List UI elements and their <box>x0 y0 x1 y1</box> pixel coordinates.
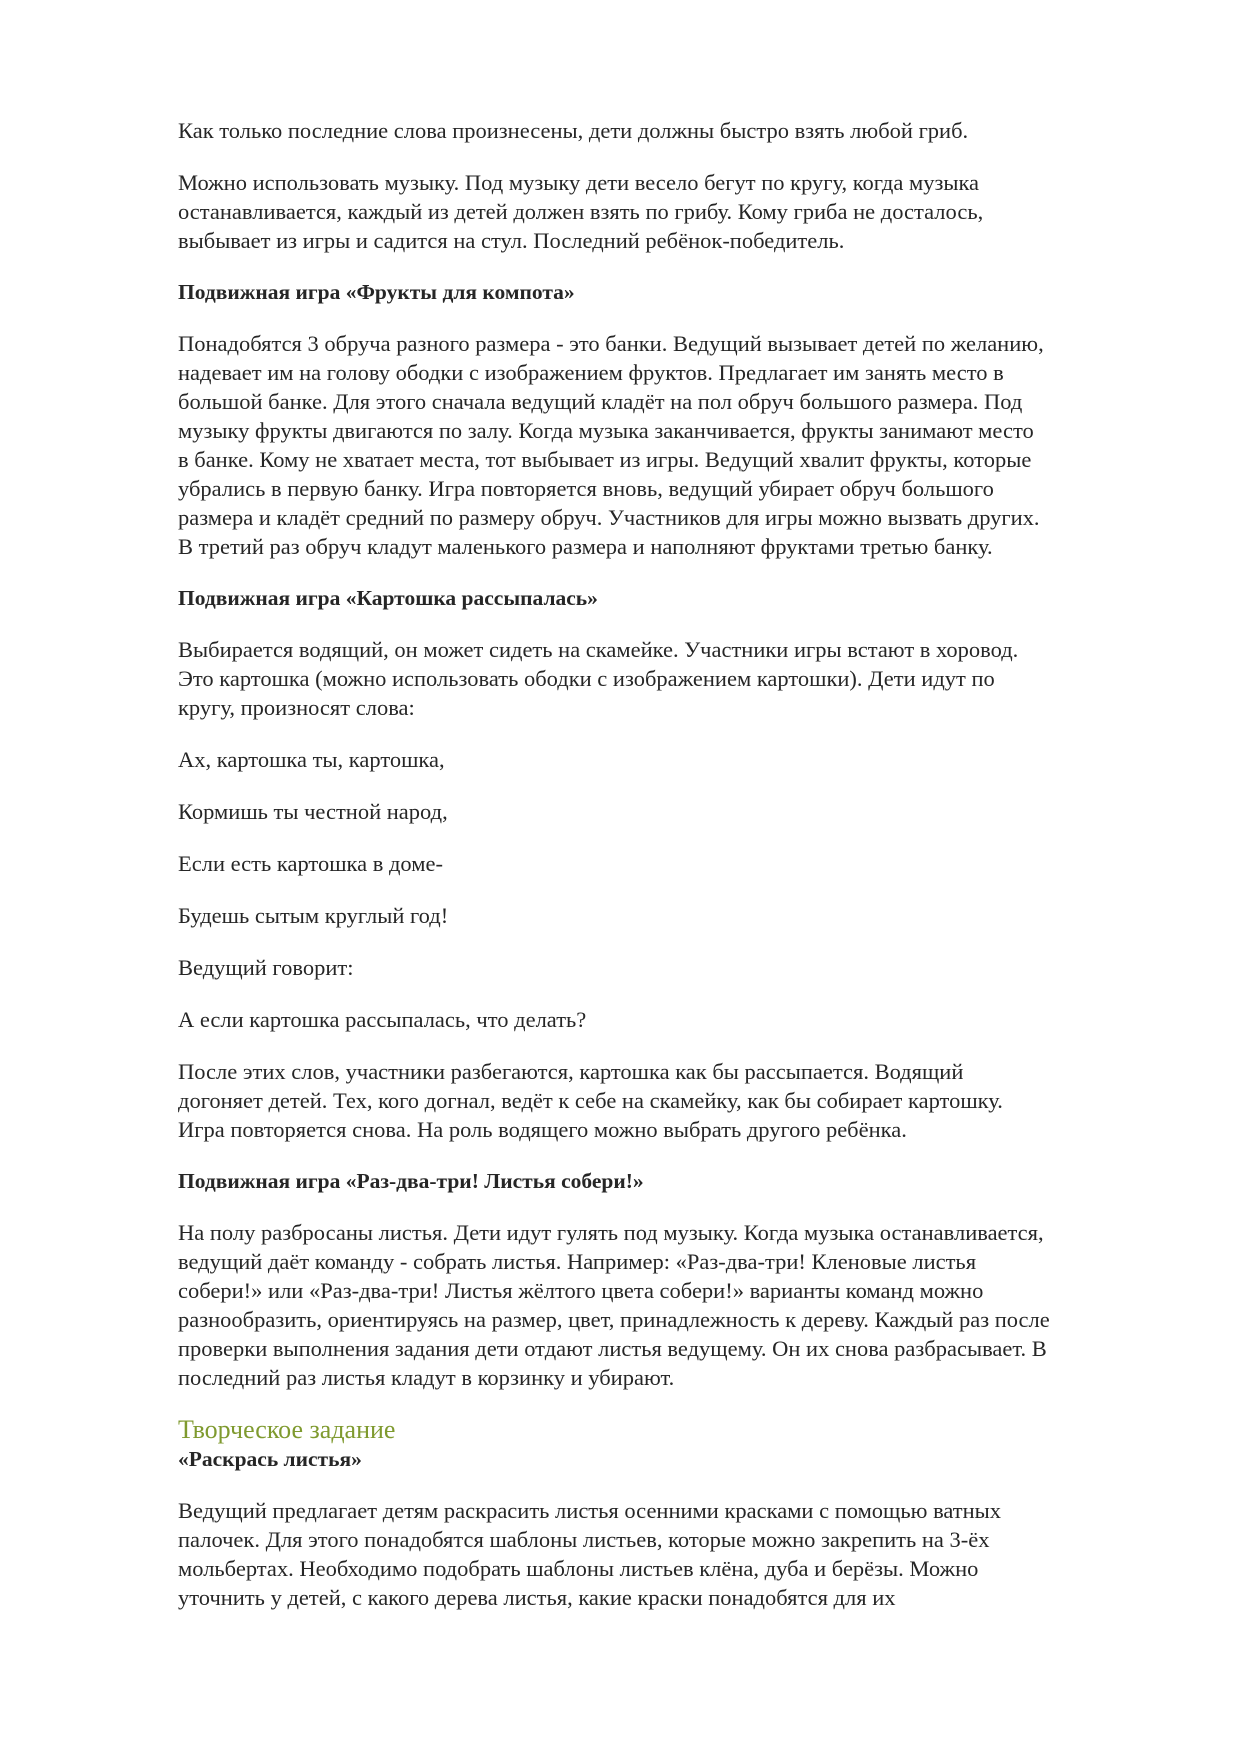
text-line: уточнить у детей, с какого дерева листья, какие краски понадобятся для их <box>178 1585 896 1610</box>
verse-line: Ах, картошка ты, картошка, <box>178 747 445 772</box>
text-line: Выбирается водящий, он может сидеть на скамейке. Участники игры встают в хоровод. <box>178 637 1019 662</box>
text-line: На полу разбросаны листья. Дети идут гулять под музыку. Когда музыка останавливается, <box>178 1220 1044 1245</box>
text-line: надевает им на голову ободки с изображением фруктов. Предлагает им занять место в <box>178 360 1004 385</box>
section-title-creative-task: Творческое задание <box>178 1415 396 1444</box>
text-line: Игра повторяется снова. На роль водящего можно выбрать другого ребёнка. <box>178 1117 907 1142</box>
text-line: размера и кладёт средний по размеру обруч. Участников для игры можно вызвать других. <box>178 505 1040 530</box>
text-line: мольбертах. Необходимо подобрать шаблоны листьев клёна, дуба и берёзы. Можно <box>178 1556 979 1581</box>
paragraph-music-variant <box>178 168 1178 255</box>
verse-line: Кормишь ты честной народ, <box>178 799 448 824</box>
heading-potato-game: Подвижная игра «Картошка рассыпалась» <box>178 586 598 610</box>
text-line: останавливается, каждый из детей должен взять по грибу. Кому гриба не досталось, <box>178 199 984 224</box>
text-line: палочек. Для этого понадобятся шаблоны листьев, которые можно закрепить на 3-ёх <box>178 1527 990 1552</box>
heading-leaves-game: Подвижная игра «Раз-два-три! Листья собери!» <box>178 1169 644 1193</box>
text-line: убрались в первую банку. Игра повторяется вновь, ведущий убирает обруч большого <box>178 476 994 501</box>
text-line: кругу, произносят слова: <box>178 695 415 720</box>
text-line: После этих слов, участники разбегаются, картошка как бы рассыпается. Водящий <box>178 1059 964 1084</box>
text-line: разнообразить, ориентируясь на размер, цвет, принадлежность к дереву. Каждый раз после <box>178 1307 1050 1332</box>
section-subtitle-color-leaves: «Раскрась листья» <box>178 1447 362 1471</box>
text-line: ведущий даёт команду - собрать листья. Например: «Раз-два-три! Кленовые листья <box>178 1249 977 1274</box>
verse-line: Ведущий говорит: <box>178 955 354 980</box>
text-line: Это картошка (можно использовать ободки с изображением картошки). Дети идут по <box>178 666 995 691</box>
heading-fruits-game: Подвижная игра «Фрукты для компота» <box>178 280 575 304</box>
text-line: собери!» или «Раз-два-три! Листья жёлтого цвета собери!» варианты команд можно <box>178 1278 984 1303</box>
text-line: Ведущий предлагает детям раскрасить листья осенними красками с помощью ватных <box>178 1498 1002 1523</box>
text-line: догоняет детей. Тех, кого догнал, ведёт к себе на скамейку, как бы собирает картошку. <box>178 1088 1003 1113</box>
verse-line: А если картошка рассыпалась, что делать? <box>178 1007 587 1032</box>
verse-line: Если есть картошка в доме- <box>178 851 443 876</box>
paragraph-leaves-game <box>178 1218 1178 1392</box>
verse-line: Будешь сытым круглый год! <box>178 903 449 928</box>
text-line: В третий раз обруч кладут маленького размера и наполняют фруктами третью банку. <box>178 534 993 559</box>
page-content <box>178 116 1178 1635</box>
text-line: выбывает из игры и садится на стул. Последний ребёнок-победитель. <box>178 228 845 253</box>
text-line: большой банке. Для этого сначала ведущий кладёт на пол обруч большого размера. Под <box>178 389 1023 414</box>
text-line: Понадобятся 3 обруча разного размера - это банки. Ведущий вызывает детей по желанию, <box>178 331 1044 356</box>
paragraph-potato-rules <box>178 1057 1178 1144</box>
paragraph-potato-game <box>178 635 1178 722</box>
text-line: в банке. Кому не хватает места, тот выбывает из игры. Ведущий хвалит фрукты, которые <box>178 447 1032 472</box>
paragraph-mushroom-end <box>178 116 1178 145</box>
text-line: музыку фрукты двигаются по залу. Когда музыка заканчивается, фрукты занимают место <box>178 418 1034 443</box>
paragraph-fruits-game <box>178 329 1178 561</box>
text-line: проверки выполнения задания дети отдают листья ведущему. Он их снова разбрасывает. В <box>178 1336 1047 1361</box>
text-line: последний раз листья кладут в корзинку и убирают. <box>178 1365 675 1390</box>
text-line: Можно использовать музыку. Под музыку дети весело бегут по кругу, когда музыка <box>178 170 980 195</box>
paragraph-color-leaves <box>178 1496 1178 1612</box>
text-line: Как только последние слова произнесены, дети должны быстро взять любой гриб. <box>178 118 969 143</box>
